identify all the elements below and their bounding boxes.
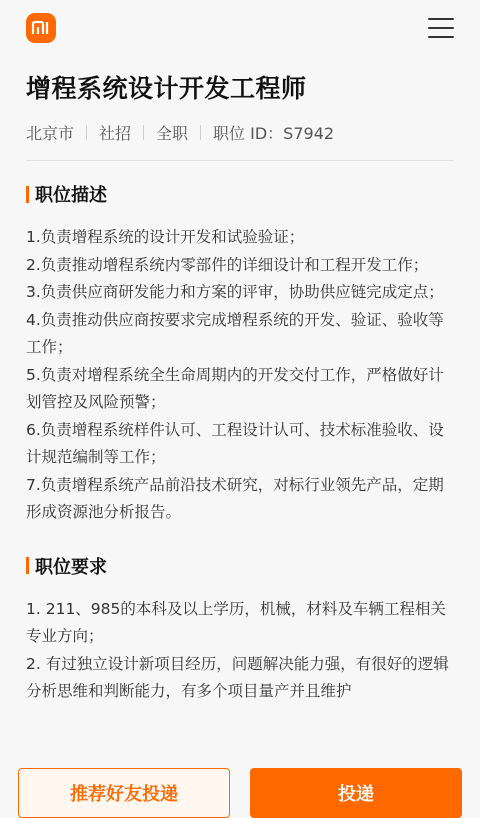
description-item: 1.负责增程系统的设计开发和试验验证；: [26, 228, 305, 246]
meta-divider: [143, 125, 144, 140]
section-accent-bar: [26, 186, 29, 203]
mi-logo-icon: [31, 21, 51, 35]
description-list: [26, 224, 454, 527]
refer-friend-button[interactable]: 推荐好友投递: [18, 768, 230, 818]
section-accent-bar: [26, 557, 29, 574]
description-item: 2.负责推动增程系统内零部件的详细设计和工程开发工作；: [26, 255, 429, 274]
requirements-heading: [26, 553, 454, 579]
description-item: 4.负责推动供应商按要求完成增程系统的开发、验证、验收等工作；: [26, 310, 444, 356]
requirement-item: 1. 211、985的本科及以上学历，机械，材料及车辆工程相关专业方向；: [26, 599, 446, 645]
description-item: 6.负责增程系统样件认可、工程设计认可、技术标准验收、设计规范编制等工作；: [26, 420, 444, 466]
job-recruit-type: 社招: [99, 123, 132, 143]
description-item: 3.负责供应商研发能力和方案的评审，协助供应链完成定点；: [26, 283, 444, 301]
description-item: 7.负责增程系统产品前沿技术研究，对标行业领先产品，定期形成资源池分析报告。: [26, 475, 444, 521]
requirement-item: 2. 有过独立设计新项目经历，问题解决能力强，有很好的逻辑分析思维和判断能力，有多个项目量产并且维护: [26, 654, 449, 700]
meta-divider: [86, 125, 87, 140]
menu-line: [428, 27, 454, 29]
description-item: 5.负责对增程系统全生命周期内的开发交付工作，严格做好计划管控及风险预警；: [26, 365, 444, 411]
job-title: 增程系统设计开发工程师: [26, 74, 307, 103]
description-heading-label: 职位描述: [35, 185, 107, 206]
job-meta: [26, 120, 454, 144]
requirements-list: [26, 596, 454, 706]
action-bar: [0, 760, 480, 818]
header-divider: [26, 160, 454, 161]
description-heading: [26, 181, 454, 207]
hamburger-icon[interactable]: [428, 18, 454, 38]
job-id: 职位 ID：S7942: [213, 123, 335, 143]
job-city: 北京市: [26, 123, 75, 143]
main-content: [0, 72, 480, 706]
menu-line: [428, 18, 454, 20]
mi-logo[interactable]: [26, 13, 56, 43]
requirements-heading-label: 职位要求: [35, 556, 107, 578]
job-employment-type: 全职: [156, 123, 189, 143]
meta-divider: [200, 125, 201, 140]
top-bar: [0, 0, 480, 56]
apply-button[interactable]: 投递: [250, 768, 462, 818]
menu-line: [428, 36, 454, 38]
